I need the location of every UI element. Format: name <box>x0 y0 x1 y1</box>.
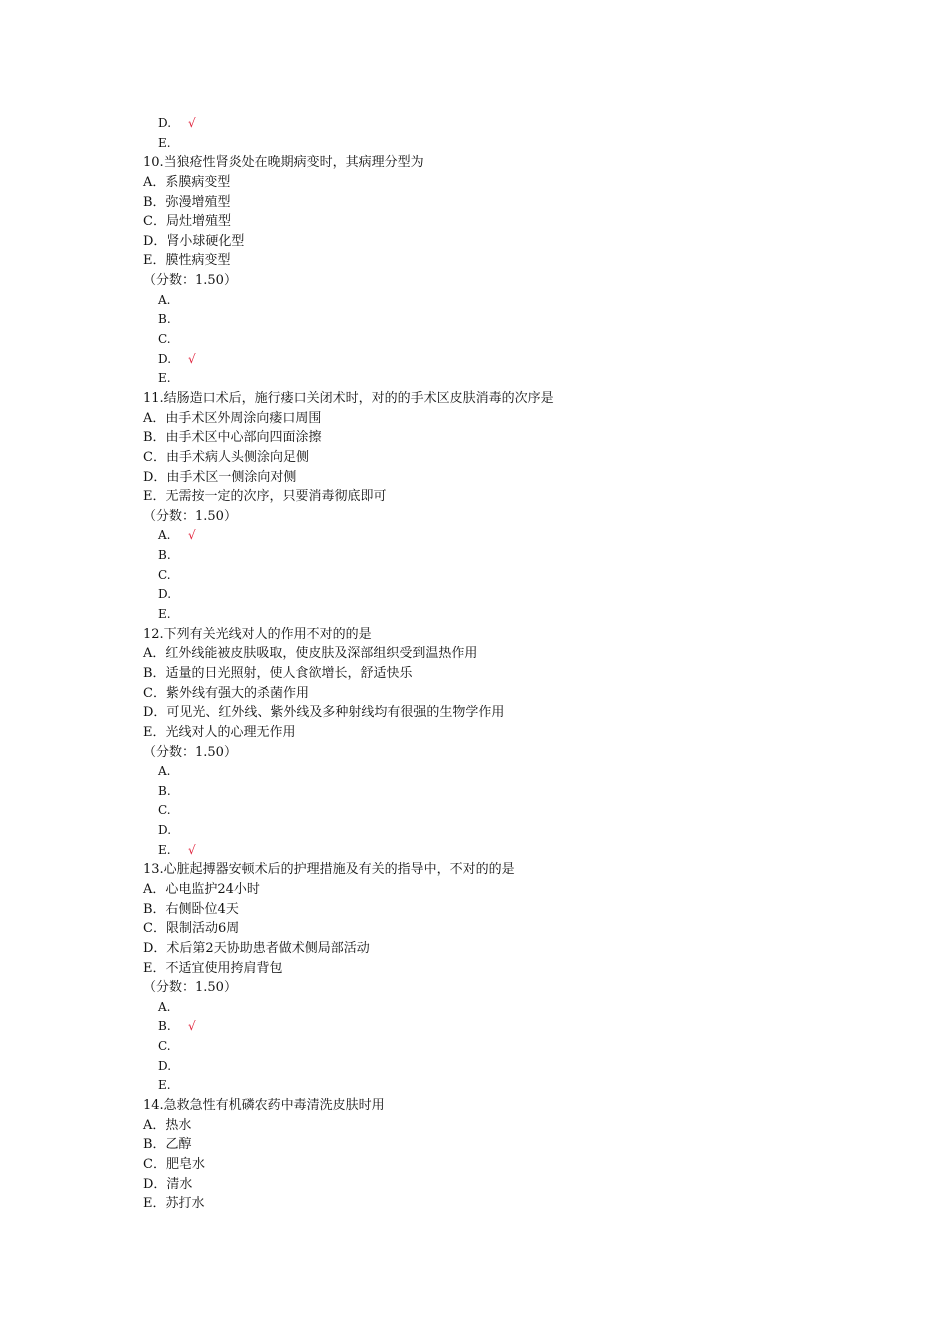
answer-option-label: D. <box>158 116 172 130</box>
answer-row <box>143 1017 903 1037</box>
answer-option-label: A. <box>158 292 171 307</box>
answer-row <box>143 762 903 782</box>
answer-row <box>143 546 903 566</box>
checkmark-icon: √ <box>188 842 196 857</box>
question-stem: 10.当狼疮性肾炎处在晚期病变时，其病理分型为 <box>143 155 424 171</box>
answer-option-label: D. <box>158 587 172 602</box>
question-option: B．适量的日光照射，使人食欲增长，舒适快乐 <box>143 665 413 681</box>
question-option: A．红外线能被皮肤吸取，使皮肤及深部组织受到温热作用 <box>143 646 478 662</box>
question-option: C．限制活动6周 <box>143 921 240 937</box>
question-score: （分数：1.50） <box>143 273 237 289</box>
question-stem: 13.心脏起搏器安顿术后的护理措施及有关的指导中，不对的的是 <box>143 862 515 878</box>
answer-option-label: A. <box>158 764 171 779</box>
answer-row <box>143 291 903 311</box>
answer-row <box>143 585 903 605</box>
question-option: D．可见光、红外线、紫外线及多种射线均有很强的生物学作用 <box>143 705 505 721</box>
checkmark-icon: √ <box>188 528 196 543</box>
question-option: C．由手术病人头侧涂向足侧 <box>143 449 309 465</box>
answer-row <box>143 1037 903 1057</box>
question-option: A．热水 <box>143 1117 192 1133</box>
answer-option-label: A. <box>158 528 171 543</box>
question-option: C．局灶增殖型 <box>143 214 231 230</box>
checkmark-icon: √ <box>188 1019 196 1034</box>
question-score: （分数：1.50） <box>143 508 237 524</box>
answer-option-label: E. <box>158 135 171 150</box>
question-option: A．系膜病变型 <box>143 174 231 190</box>
answer-row <box>143 605 903 625</box>
answer-option-label: E. <box>158 842 171 857</box>
question-option: E．不适宜使用挎肩背包 <box>143 960 283 976</box>
question-score: （分数：1.50） <box>143 980 237 996</box>
question-option: B．弥漫增殖型 <box>143 194 231 210</box>
answer-row <box>143 526 903 546</box>
answer-option-label: D. <box>158 823 172 838</box>
answer-option-label: E. <box>158 371 171 386</box>
answer-row <box>143 566 903 586</box>
answer-option-label: C. <box>158 332 171 347</box>
question-option: E．苏打水 <box>143 1196 205 1212</box>
answer-option-label: B. <box>158 548 171 563</box>
question-option: C．紫外线有强大的杀菌作用 <box>143 685 309 701</box>
answer-option-label: C. <box>158 1039 171 1054</box>
checkmark-icon: √ <box>188 351 196 366</box>
answer-row <box>143 1076 903 1096</box>
question-option: D．术后第2天协助患者做术侧局部活动 <box>143 940 370 956</box>
question-score: （分数：1.50） <box>143 744 237 760</box>
exam-content <box>143 114 903 1214</box>
question-option: B．由手术区中心部向四面涂擦 <box>143 430 322 446</box>
question-option: E．无需按一定的次序，只要消毒彻底即可 <box>143 489 387 505</box>
question-stem: 11.结肠造口术后，施行瘘口关闭术时，对的的手术区皮肤消毒的次序是 <box>143 390 554 406</box>
answer-row <box>143 821 903 841</box>
question-stem: 12.下列有关光线对人的作用不对的的是 <box>143 626 372 642</box>
carry-over-answer-row <box>143 134 903 154</box>
answer-option-label: B. <box>158 1019 171 1034</box>
question-option: D．肾小球硬化型 <box>143 233 245 249</box>
answer-option-label: C. <box>158 567 171 582</box>
answer-row <box>143 350 903 370</box>
answer-option-label: E. <box>158 1078 171 1093</box>
answer-row <box>143 1057 903 1077</box>
answer-row <box>143 801 903 821</box>
answer-row <box>143 782 903 802</box>
question-option: E．光线对人的心理无作用 <box>143 724 296 740</box>
answer-row <box>143 310 903 330</box>
question-option: B．右侧卧位4天 <box>143 901 239 917</box>
checkmark-icon: √ <box>188 116 196 130</box>
answer-option-label: A. <box>158 999 171 1014</box>
question-option: D．由手术区一侧涂向对侧 <box>143 469 297 485</box>
question-option: E．膜性病变型 <box>143 253 231 269</box>
answer-option-label: B. <box>158 783 171 798</box>
question-option: C．肥皂水 <box>143 1156 205 1172</box>
answer-row <box>143 369 903 389</box>
answer-row <box>143 998 903 1018</box>
answer-option-label: E. <box>158 607 171 622</box>
answer-option-label: D. <box>158 351 172 366</box>
question-stem: 14.急救急性有机磷农药中毒清洗皮肤时用 <box>143 1098 385 1114</box>
answer-row <box>143 330 903 350</box>
answer-option-label: D. <box>158 1058 172 1073</box>
answer-option-label: B. <box>158 312 171 327</box>
question-option: A．心电监护24小时 <box>143 881 260 897</box>
question-option: A．由手术区外周涂向瘘口周围 <box>143 410 322 426</box>
carry-over-answer-row <box>143 114 903 134</box>
question-option: B．乙醇 <box>143 1137 192 1153</box>
answer-option-label: C. <box>158 803 171 818</box>
answer-row <box>143 841 903 861</box>
question-option: D．清水 <box>143 1176 193 1192</box>
